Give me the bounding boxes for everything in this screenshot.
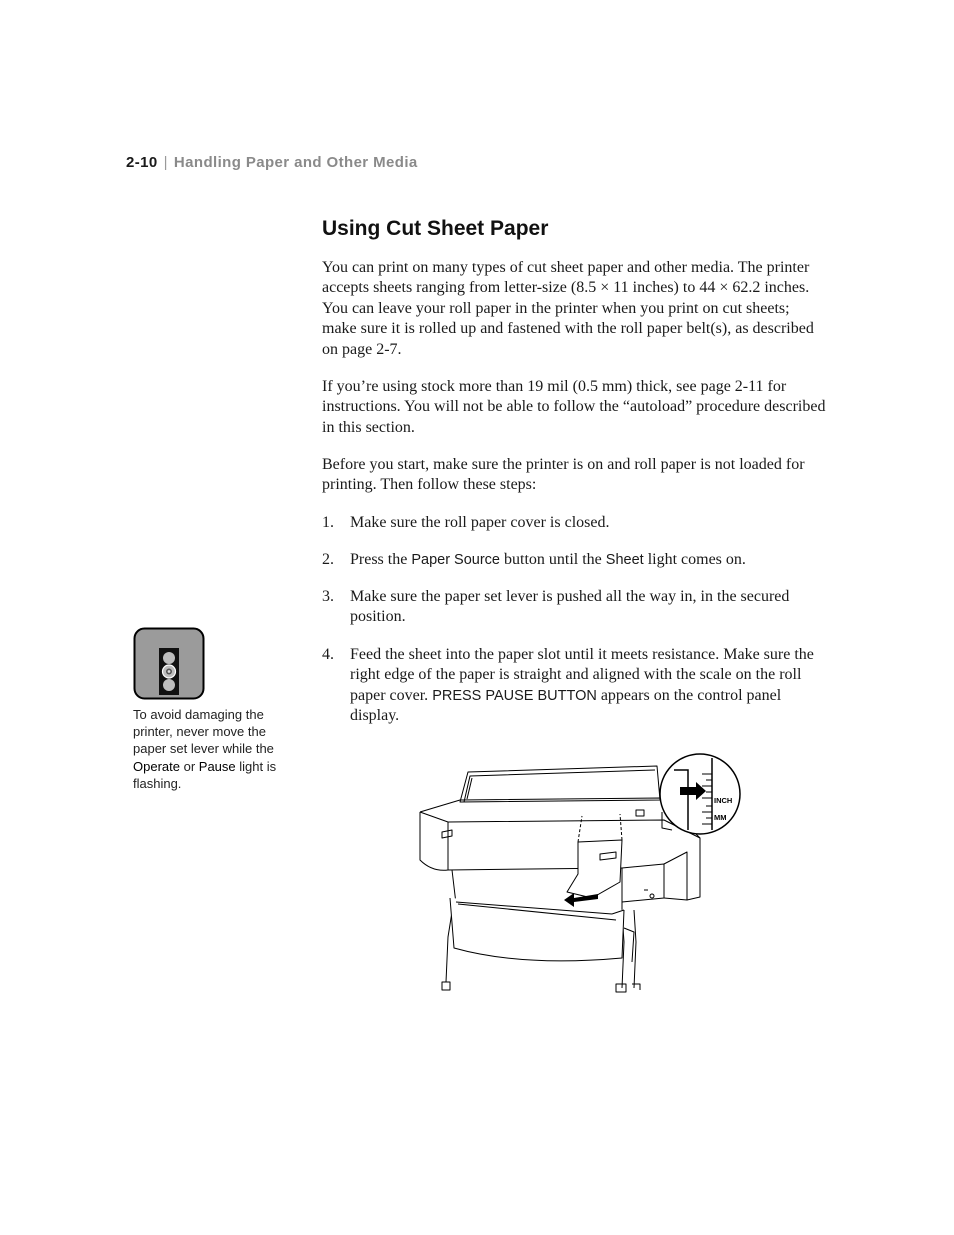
note-text-mid: or xyxy=(179,758,199,774)
display-message: PRESS PAUSE BUTTON xyxy=(432,687,597,704)
running-header xyxy=(126,154,418,171)
step-number: 2. xyxy=(322,551,334,568)
pause-light-label: Pause xyxy=(198,758,236,774)
step-text-mid: button until the xyxy=(500,551,606,568)
step-text: Make sure the roll paper cover is closed. xyxy=(350,514,610,531)
step-text-pre: Feed the sheet into the paper slot until it meets resistance. Make sure the right edge of the paper is straight and aligned with the scale on the roll paper cover. xyxy=(350,646,814,704)
step-text: Make sure the paper set lever is pushed all the way in, in the secured position. xyxy=(350,588,790,626)
thick-stock-paragraph: If you’re using stock more than 19 mil (0.5 mm) thick, see page 2-11 for instructions. You will not be able to follow the “autoload” procedure described in this section. xyxy=(322,378,826,436)
before-start-paragraph: Before you start, make sure the printer is on and roll paper is not loaded for printing. Then follow these steps: xyxy=(322,456,805,494)
step-4 xyxy=(322,645,828,727)
sheet-light-label: Sheet xyxy=(605,552,644,568)
operate-light-label: Operate xyxy=(133,758,180,774)
note-text-pre: To avoid damaging the printer, never move the paper set lever while the xyxy=(133,707,274,757)
step-text-pre: Press the xyxy=(350,551,412,568)
page-number: 2-10 xyxy=(126,154,158,171)
step-number: 3. xyxy=(322,588,334,605)
step-number: 1. xyxy=(322,514,334,531)
step-text xyxy=(350,645,828,727)
scale-label-inch: INCH xyxy=(714,796,733,805)
header-separator: | xyxy=(163,154,168,171)
note-text-post: light is flashing. xyxy=(133,758,277,791)
caution-lights-icon xyxy=(133,627,205,700)
step-text-post: appears on the control panel display. xyxy=(350,686,782,725)
step-2 xyxy=(322,550,828,570)
step-1 xyxy=(322,513,828,533)
step-text-post: light comes on. xyxy=(643,551,746,568)
chapter-title: Handling Paper and Other Media xyxy=(173,154,418,171)
scale-label-mm: MM xyxy=(714,813,727,822)
printer-loading-sheet-illustration xyxy=(412,752,742,994)
intro-paragraph: You can print on many types of cut sheet paper and other media. The printer accepts sheets ranging from letter-size (8.5 × 11 inches) to 44 × 62.2 inches. You can leave your roll paper in the printer when you print on cut sheets; make sure it is rolled up and fastened with the roll paper belt(s), as described on page 2-7. xyxy=(322,259,814,358)
section-title: Using Cut Sheet Paper xyxy=(322,217,549,240)
paper-source-button-label: Paper Source xyxy=(411,552,500,568)
step-number: 4. xyxy=(322,646,334,663)
side-note xyxy=(133,706,298,792)
step-text xyxy=(350,550,828,570)
step-3 xyxy=(322,587,828,628)
